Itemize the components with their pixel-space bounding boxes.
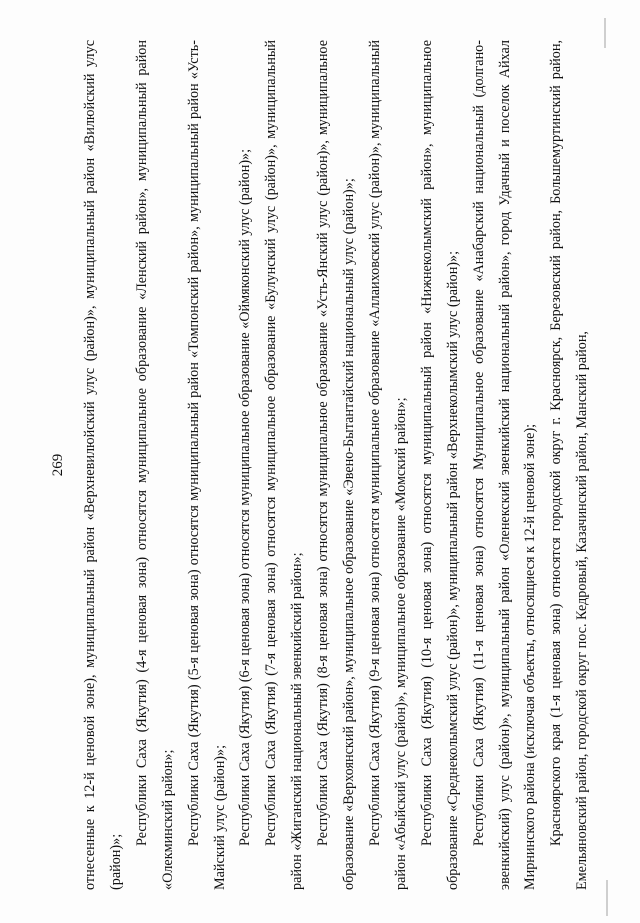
rotated-content: [50, 40, 590, 890]
scan-edge-mark-bottom: [606, 880, 608, 916]
paragraph-zone-9: Республики Саха (Якутия) (9-я ценовая зона) относятся муниципальное образование «Аллаиховский улус (район)», муниципальный район «Абыйский улус (район)», муниципальное образование «Момский район»;: [366, 40, 409, 890]
paragraph-krasnoyarsk: Красноярского края (1-я ценовая зона) относятся городской округ г. Красноярск, Березовский район, Большемуртинский район, Емельяновский район, городской округ пос. Кедровый, Казачинский район, Манский район,: [548, 40, 591, 890]
paragraph-zone-10: Республики Саха (Якутия) (10-я ценовая зона) относятся муниципальный район «Нижнеколымский район», муниципальное образование «Среднеколымский улус (район)», муниципальный район «Верхнеколымский улус (район)»;: [418, 40, 461, 890]
scan-edge-mark-top: [604, 18, 606, 48]
paragraph-zone-11: Республики Саха (Якутия) (11-я ценовая зона) относятся Муниципальное образование «Анабарский национальный (долгано-эвенкийский) улус (район)», муниципальный район «Оленекский эвенкийский национальный район», город Удачный и поселок Айхал Мирнинского района (исключая объекты, относящиеся к 12-й ценовой зоне);: [470, 40, 539, 890]
page-number: 269: [50, 453, 66, 477]
paragraph-zone-5: Республики Саха (Якутия) (5-я ценовая зона) относятся муниципальный район «Томпонский район», муниципальный район «Усть-Майский улус (район)»;: [185, 40, 228, 890]
paragraph-zone-4: Республики Саха (Якутия) (4-я ценовая зона) относятся муниципальное образование «Ленский район», муниципальный район «Олекминский район»;: [133, 40, 176, 890]
paragraph-zone-7: Республики Саха (Якутия) (7-я ценовая зона) относятся муниципальное образование «Булунский улус (район)», муниципальный район «Жиганский национальный эвенкийский район»;: [263, 40, 306, 890]
paragraph-continuation: отнесенные к 12-й ценовой зоне), муниципальный район «Верхневилюйский улус (район)», муниципальный район «Вилюйский улус (район)»;: [82, 40, 124, 890]
paragraph-zone-6: Республики Саха (Якутия) (6-я ценовая зона) относятся муниципальное образование «Оймяконский улус (район)»;: [237, 148, 254, 846]
body-text: [78, 40, 596, 890]
paragraph-zone-8: Республики Саха (Якутия) (8-я ценовая зона) относятся муниципальное образование «Усть-Янский улус (район)», муниципальное образование «Верхоянский район», муниципальное образование «Эвено-Бытантайский национальный улус (район)»;: [315, 40, 358, 890]
